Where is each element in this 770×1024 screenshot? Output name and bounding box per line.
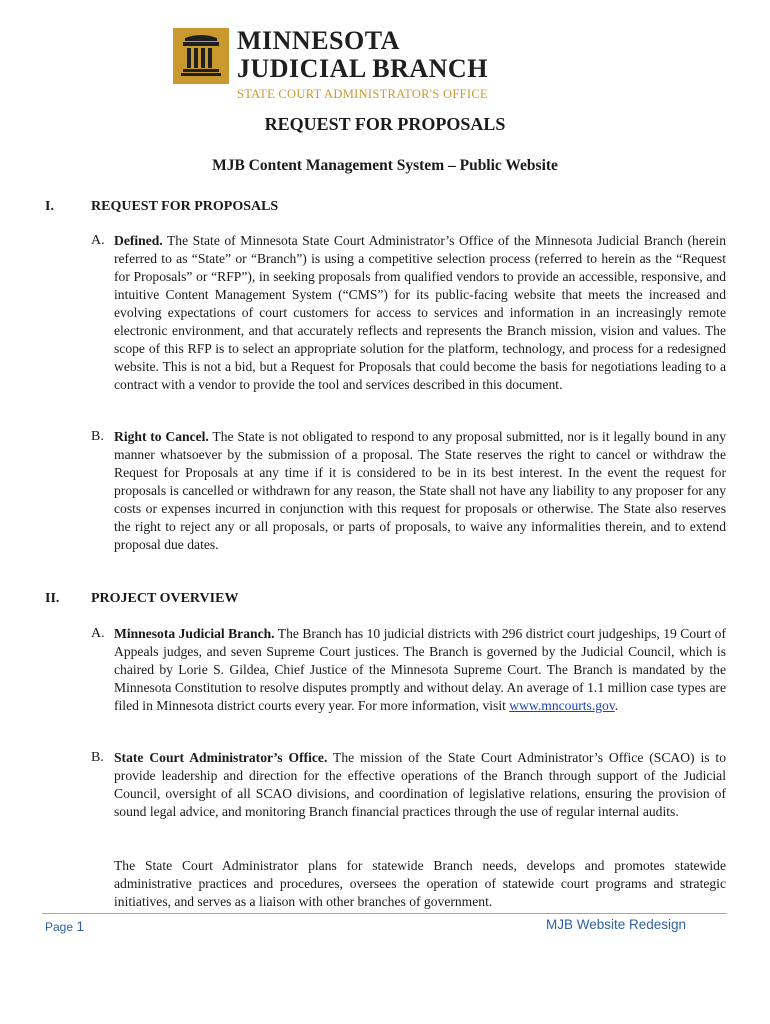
- paragraph-text: The Branch has 10 judicial districts with 296 district court judgeships, 19 Court of Appeals judges, and seven Supreme Court justices. The Branch is governed by the Judicial Council, which is chaired by Lorie S. Gildea, Chief Justice of the Minnesota Supreme Court. The Branch is mandated by the Minnesota Constitution to resolve disputes promptly and without delay. An average of 1.1 million case types are filed in Minnesota district courts every year. For more information, visit: [114, 626, 726, 713]
- logo-subtitle: STATE COURT ADMINISTRATOR'S OFFICE: [237, 87, 488, 101]
- document-subtitle: MJB Content Management System – Public Website: [212, 157, 558, 174]
- paragraph-scao-continued: The State Court Administrator plans for statewide Branch needs, develops and promotes statewide administrative practices and procedures, oversees the operation of statewide court programs and strategic initiatives, and serves as a liaison with other branches of government.: [114, 858, 726, 909]
- branch-logo: [173, 28, 513, 104]
- paragraph-text: The State of Minnesota State Court Administrator’s Office of the Minnesota Judicial Branch (herein referred to as “State” or “Branch”) is using a competitive selection process (referred to herein as the “Request for Proposals” or “RFP”), in seeking proposals from qualified vendors to provide an accessible, responsive, and intuitive Content Management System (“CMS”) for its public-facing website that meets the increased and evolving expectations of court customers for access to services and information in an increasingly remote electronic environment, and that accurately reflects and represents the Branch mission, vision and values. The scope of this RFP is to select an appropriate solution for the platform, technology, and process for a redesigned website. This is not a bid, but a Request for Proposals that could become the basis for negotiations leading to a contract with a vendor to provide the tool and services described in this document.: [114, 233, 726, 392]
- footer-divider: [42, 913, 727, 914]
- footer-page-number: 1: [76, 918, 85, 934]
- paragraph-right-to-cancel: [114, 428, 726, 554]
- courthouse-icon: [173, 28, 229, 84]
- document-title: REQUEST FOR PROPOSALS: [264, 114, 506, 134]
- logo-title-line2: JUDICIAL BRANCH: [237, 54, 488, 83]
- paragraph-minnesota-judicial-branch: [114, 625, 726, 715]
- item-letter: A.: [91, 626, 105, 641]
- item-letter: B.: [91, 429, 104, 444]
- paragraph-lead: Right to Cancel.: [114, 429, 209, 444]
- logo-title-line1: MINNESOTA: [237, 26, 400, 55]
- paragraph-lead: Minnesota Judicial Branch.: [114, 626, 275, 641]
- section-heading: REQUEST FOR PROPOSALS: [91, 199, 279, 214]
- section-number: II.: [45, 591, 60, 606]
- footer-document-name: MJB Website Redesign: [546, 917, 687, 932]
- mncourts-link[interactable]: www.mncourts.gov: [509, 698, 615, 713]
- paragraph-scao: [114, 749, 726, 821]
- paragraph-tail: .: [614, 698, 619, 713]
- paragraph-defined: [114, 232, 726, 394]
- item-letter: B.: [91, 750, 104, 765]
- item-letter: A.: [91, 233, 105, 248]
- paragraph-lead: State Court Administrator’s Office.: [114, 750, 328, 765]
- footer-page: [45, 918, 84, 934]
- footer-page-label: Page: [45, 920, 74, 934]
- section-heading: PROJECT OVERVIEW: [91, 591, 239, 606]
- paragraph-text: The mission of the State Court Administrator’s Office (SCAO) is to provide leadership and direction for the effective operations of the Branch through support of the Judicial Council, oversight of all SCAO divisions, and coordination of legislative relations, ensuring the provision of sound legal advice, and monitoring Branch financial practices through the use of regular internal audits.: [114, 750, 726, 819]
- paragraph-text: The State is not obligated to respond to any proposal submitted, nor is it legally bound in any manner whatsoever by the submission of a proposal. The State reserves the right to cancel or withdraw the Request for Proposals at any time if it is considered to be in its best interest. In the event the request for proposals is cancelled or withdrawn for any reason, the State shall not have any liability to any proposer for any costs or expenses incurred in conjunction with this request for proposals or otherwise. The State also reserves the right to reject any or all proposals, or parts of proposals, to waive any informalities therein, and to extend proposal due dates.: [114, 429, 727, 552]
- section-number: I.: [45, 199, 54, 214]
- paragraph-lead: Defined.: [114, 233, 163, 248]
